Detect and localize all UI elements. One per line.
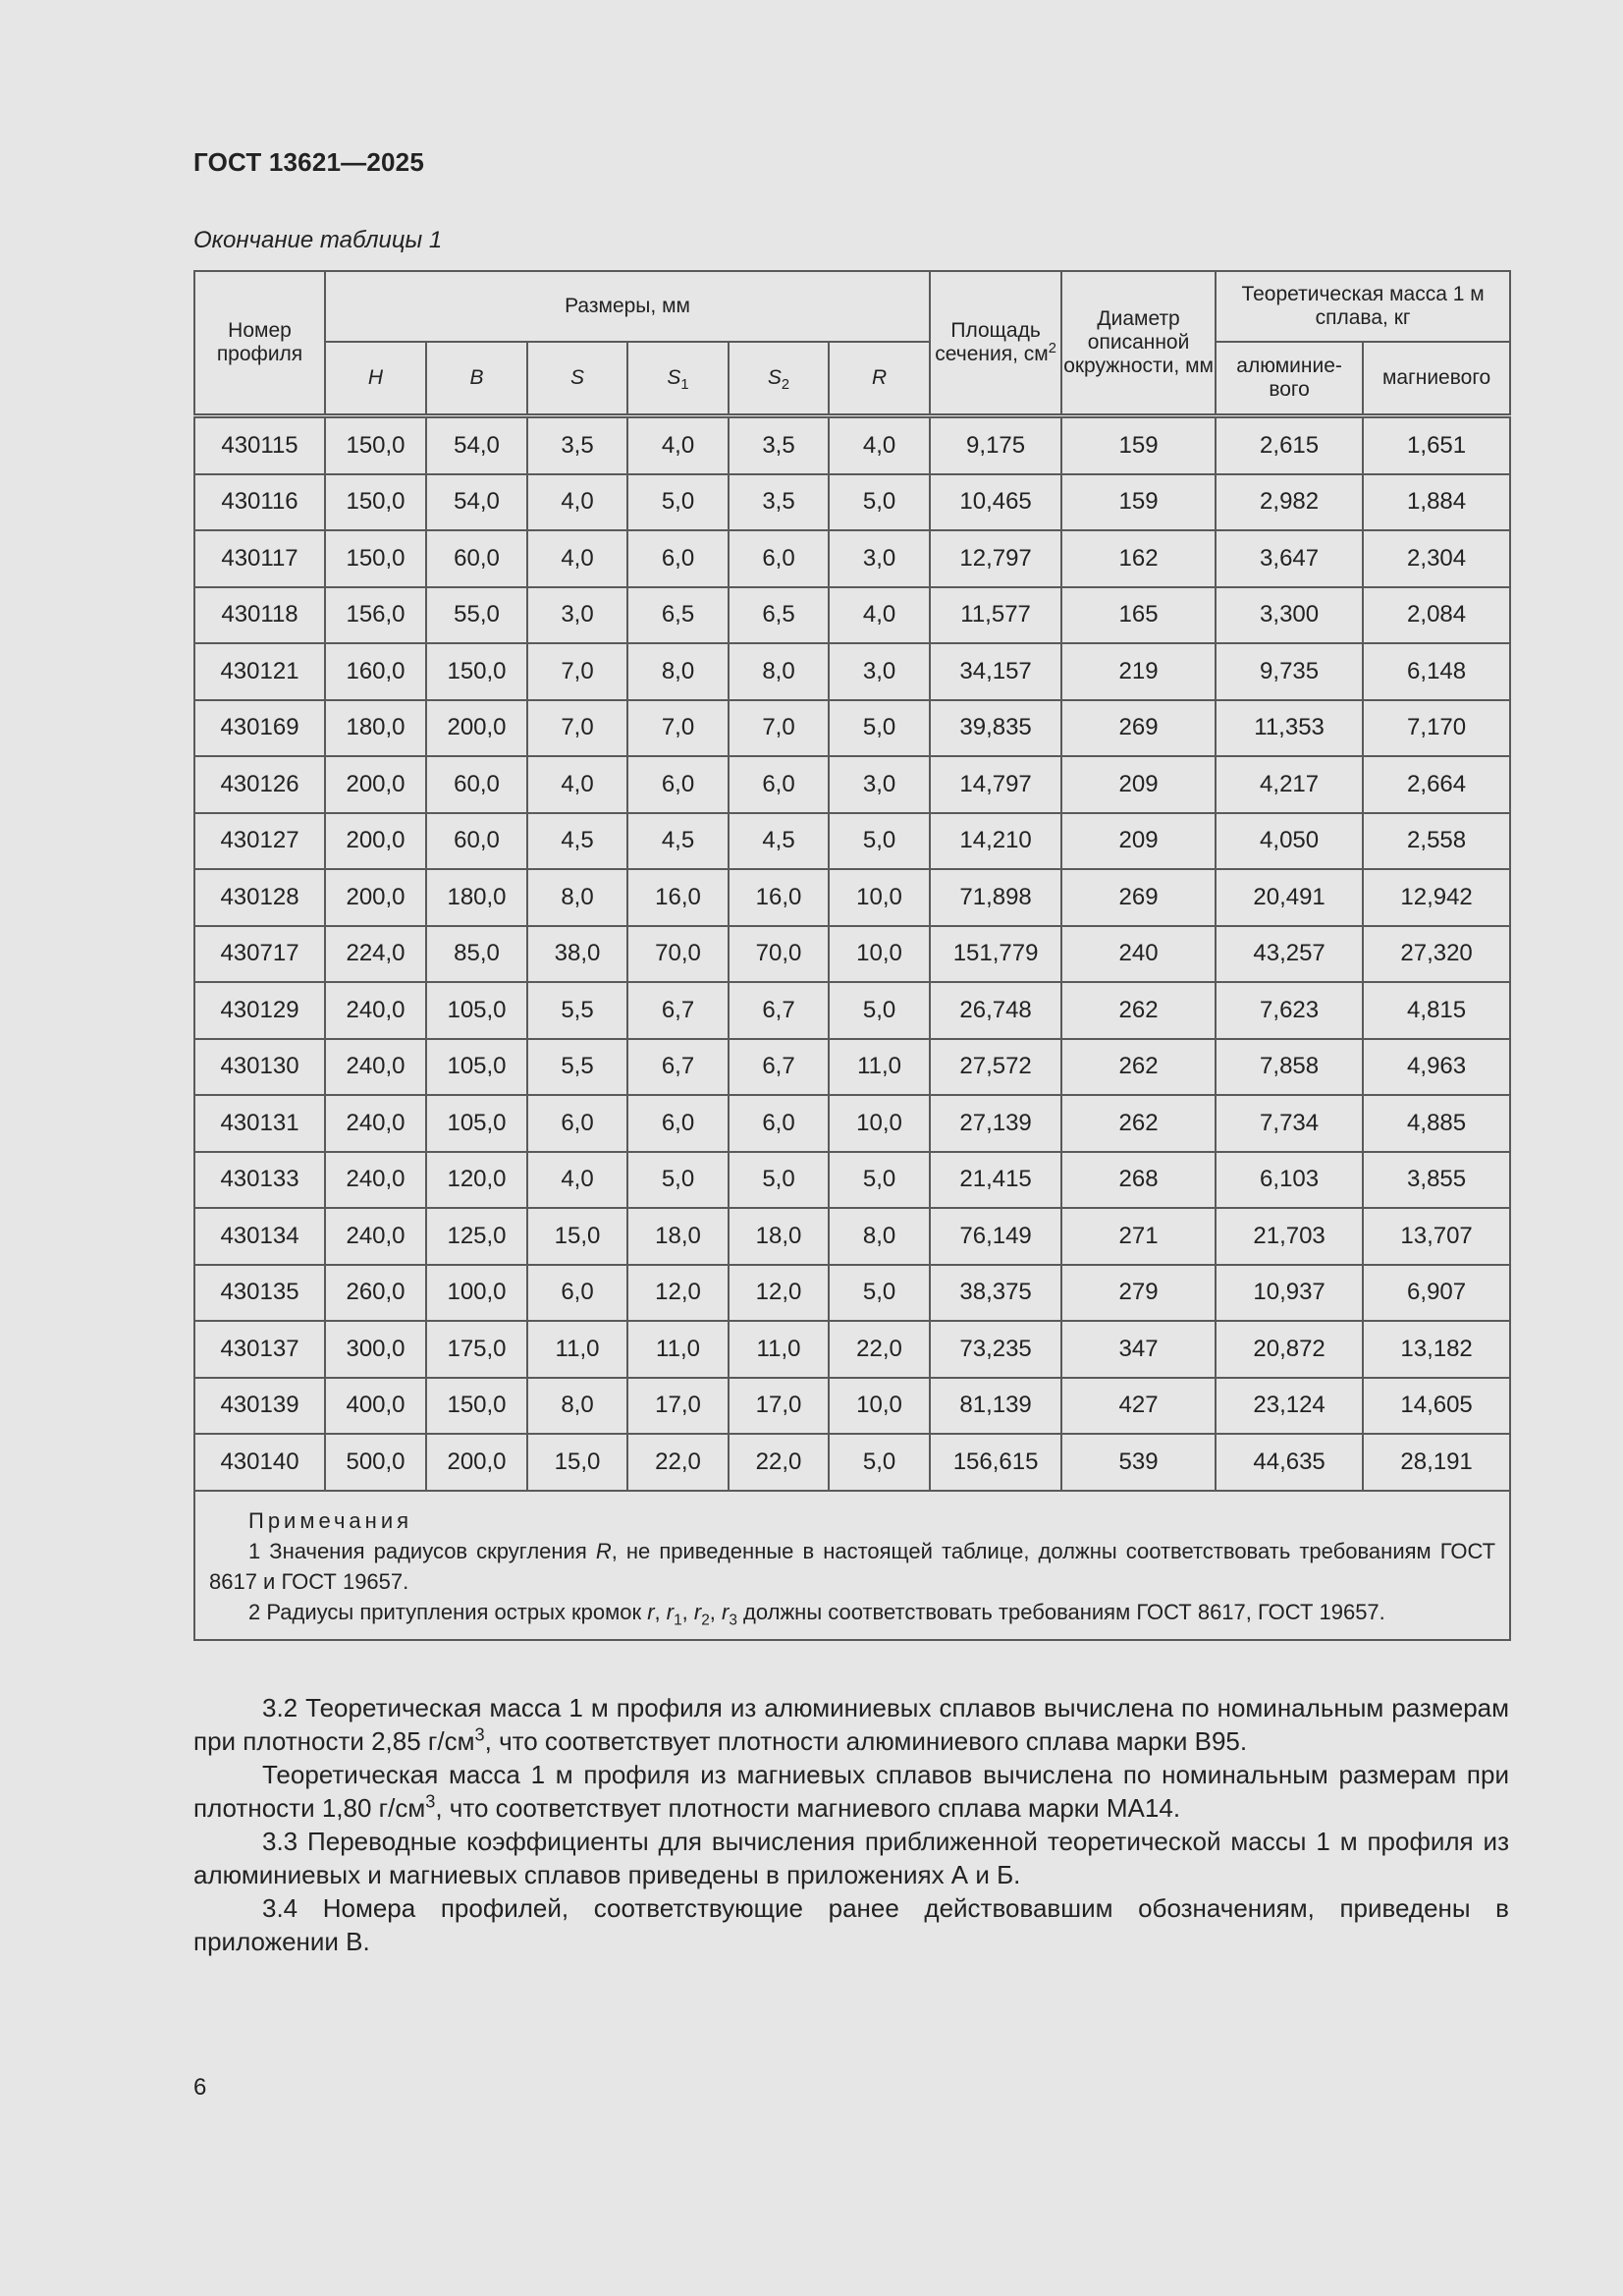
table-cell: 10,0 <box>829 1378 930 1435</box>
table-cell: 240,0 <box>325 1039 426 1096</box>
table-cell: 21,415 <box>930 1152 1061 1209</box>
table-cell: 6,0 <box>527 1265 627 1322</box>
table-cell: 240 <box>1061 926 1216 983</box>
table-cell: 4,5 <box>627 813 729 870</box>
table-cell: 5,0 <box>829 1265 930 1322</box>
table-cell: 150,0 <box>325 416 426 474</box>
table-cell: 2,304 <box>1363 530 1510 587</box>
table-cell: 2,558 <box>1363 813 1510 870</box>
table-cell: 224,0 <box>325 926 426 983</box>
table-cell: 13,182 <box>1363 1321 1510 1378</box>
table-cell: 430128 <box>194 869 325 926</box>
table-cell: 18,0 <box>627 1208 729 1265</box>
profiles-table <box>193 270 1511 1641</box>
table-cell: 6,5 <box>729 587 829 644</box>
header-mass: Теоретическая масса 1 м сплава, кг <box>1216 271 1510 342</box>
table-cell: 4,0 <box>829 587 930 644</box>
table-cell: 430137 <box>194 1321 325 1378</box>
table-cell: 10,937 <box>1216 1265 1363 1322</box>
header-R: R <box>829 342 930 416</box>
table-cell: 430131 <box>194 1095 325 1152</box>
table-cell: 27,572 <box>930 1039 1061 1096</box>
table-row <box>194 474 1510 531</box>
table-cell: 10,465 <box>930 474 1061 531</box>
table-cell: 3,0 <box>829 756 930 813</box>
table-cell: 7,0 <box>527 643 627 700</box>
table-cell: 200,0 <box>325 869 426 926</box>
table-cell: 6,7 <box>627 982 729 1039</box>
table-cell: 2,982 <box>1216 474 1363 531</box>
table-cell: 2,615 <box>1216 416 1363 474</box>
table-cell: 8,0 <box>829 1208 930 1265</box>
table-cell: 3,0 <box>829 530 930 587</box>
table-cell: 430717 <box>194 926 325 983</box>
header-S1: $S_1$ <box>627 342 729 416</box>
table-cell: 2,084 <box>1363 587 1510 644</box>
table-cell: 10,0 <box>829 926 930 983</box>
table-cell: 430121 <box>194 643 325 700</box>
table-cell: 7,0 <box>627 700 729 757</box>
table-cell: 7,170 <box>1363 700 1510 757</box>
table-cell: 300,0 <box>325 1321 426 1378</box>
table-cell: 430169 <box>194 700 325 757</box>
table-cell: 5,0 <box>627 1152 729 1209</box>
table-row <box>194 1152 1510 1209</box>
table-cell: 1,884 <box>1363 474 1510 531</box>
table-cell: 5,0 <box>627 474 729 531</box>
table-cell: 430134 <box>194 1208 325 1265</box>
table-cell: 105,0 <box>426 982 527 1039</box>
table-cell: 3,0 <box>829 643 930 700</box>
table-cell: 7,734 <box>1216 1095 1363 1152</box>
table-cell: 39,835 <box>930 700 1061 757</box>
table-cell: 43,257 <box>1216 926 1363 983</box>
table-cell: 156,615 <box>930 1434 1061 1491</box>
table-cell: 8,0 <box>527 869 627 926</box>
table-cell: 3,300 <box>1216 587 1363 644</box>
table-row <box>194 700 1510 757</box>
table-cell: 4,963 <box>1363 1039 1510 1096</box>
paragraph-magnesium-mass: Теоретическая масса 1 м профиля из магниевых сплавов вычислена по номинальным размерам при плотности 1,80 $г/см^3$, что соответствует плотности магниевого сплава марки МА14. <box>193 1760 1509 1823</box>
table-cell: 22,0 <box>627 1434 729 1491</box>
paragraph-3-4: 3.4 Номера профилей, соответствующие ранее действовавшим обозначениям, приведены в приложении В. <box>193 1893 1509 1956</box>
table-cell: 16,0 <box>729 869 829 926</box>
page-number: 6 <box>193 2074 207 2101</box>
table-cell: 260,0 <box>325 1265 426 1322</box>
table-cell: 105,0 <box>426 1039 527 1096</box>
table-cell: 200,0 <box>325 813 426 870</box>
table-cell: 6,0 <box>627 756 729 813</box>
table-row <box>194 869 1510 926</box>
table-cell: 3,855 <box>1363 1152 1510 1209</box>
table-row <box>194 1265 1510 1322</box>
header-H: H <box>325 342 426 416</box>
table-cell: 159 <box>1061 474 1216 531</box>
table-cell: 4,0 <box>527 474 627 531</box>
table-cell: 6,0 <box>627 1095 729 1152</box>
table-cell: 27,320 <box>1363 926 1510 983</box>
table-cell: 279 <box>1061 1265 1216 1322</box>
table-cell: 160,0 <box>325 643 426 700</box>
table-cell: 27,139 <box>930 1095 1061 1152</box>
table-cell: 156,0 <box>325 587 426 644</box>
table-cell: 4,885 <box>1363 1095 1510 1152</box>
table-cell: 175,0 <box>426 1321 527 1378</box>
table-row <box>194 643 1510 700</box>
table-cell: 28,191 <box>1363 1434 1510 1491</box>
header-dimensions: Размеры, мм <box>325 271 930 342</box>
table-cell: 15,0 <box>527 1208 627 1265</box>
table-cell: 159 <box>1061 416 1216 474</box>
table-row <box>194 1095 1510 1152</box>
table-cell: 60,0 <box>426 756 527 813</box>
table-cell: 9,735 <box>1216 643 1363 700</box>
table-cell: 4,217 <box>1216 756 1363 813</box>
table-cell: 6,0 <box>729 756 829 813</box>
table-cell: 4,0 <box>527 756 627 813</box>
table-cell: 262 <box>1061 1039 1216 1096</box>
table-cell: 125,0 <box>426 1208 527 1265</box>
notes-title: Примечания <box>248 1507 413 1533</box>
table-caption: Окончание таблицы 1 <box>193 227 443 253</box>
header-area: Площадь сечения, $см^2$ <box>930 271 1061 416</box>
table-cell: 5,5 <box>527 982 627 1039</box>
table-cell: 10,0 <box>829 869 930 926</box>
table-cell: 21,703 <box>1216 1208 1363 1265</box>
paragraph-3-3: 3.3 Переводные коэффициенты для вычисления приближенной теоретической массы 1 м профиля из алюминиевых и магниевых сплавов приведены в приложениях А и Б. <box>193 1827 1509 1889</box>
table-cell: 60,0 <box>426 530 527 587</box>
table-cell: 150,0 <box>426 1378 527 1435</box>
table-cell: 430129 <box>194 982 325 1039</box>
table-cell: 430140 <box>194 1434 325 1491</box>
table-cell: 430115 <box>194 416 325 474</box>
table-cell: 44,635 <box>1216 1434 1363 1491</box>
table-cell: 4,815 <box>1363 982 1510 1039</box>
table-cell: 70,0 <box>627 926 729 983</box>
table-cell: 240,0 <box>325 1208 426 1265</box>
table-cell: 38,375 <box>930 1265 1061 1322</box>
table-cell: 162 <box>1061 530 1216 587</box>
table-cell: 200,0 <box>426 1434 527 1491</box>
table-cell: 100,0 <box>426 1265 527 1322</box>
table-cell: 3,5 <box>729 474 829 531</box>
note-2: 2 Радиусы притупления острых кромок r, $r_1$, $r_2$, $r_3$ должны соответствовать требованиям ГОСТ 8617, ГОСТ 19657. <box>248 1599 1385 1628</box>
document-title: ГОСТ 13621—2025 <box>193 147 424 177</box>
table-cell: 180,0 <box>426 869 527 926</box>
header-S2: $S_2$ <box>729 342 829 416</box>
table-cell: 105,0 <box>426 1095 527 1152</box>
table-cell: 6,907 <box>1363 1265 1510 1322</box>
table-cell: 430133 <box>194 1152 325 1209</box>
table-cell: 209 <box>1061 813 1216 870</box>
table-cell: 11,0 <box>729 1321 829 1378</box>
table-cell: 7,623 <box>1216 982 1363 1039</box>
table-cell: 5,0 <box>829 474 930 531</box>
table-cell: 11,353 <box>1216 700 1363 757</box>
table-cell: 6,7 <box>729 1039 829 1096</box>
table-cell: 430127 <box>194 813 325 870</box>
table-cell: 6,148 <box>1363 643 1510 700</box>
table-cell: 12,797 <box>930 530 1061 587</box>
header-profile-number: Номер профиля <box>194 271 325 416</box>
paragraph-3-2: 3.2 Теоретическая масса 1 м профиля из алюминиевых сплавов вычислена по номинальным размерам при плотности 2,85 $г/см^3$, что соответствует плотности алюминиевого сплава марки В95. <box>193 1693 1509 1756</box>
table-cell: 5,0 <box>829 982 930 1039</box>
table-cell: 209 <box>1061 756 1216 813</box>
table-cell: 4,5 <box>527 813 627 870</box>
table-cell: 71,898 <box>930 869 1061 926</box>
table-cell: 4,0 <box>627 416 729 474</box>
table-cell: 14,797 <box>930 756 1061 813</box>
table-cell: 20,491 <box>1216 869 1363 926</box>
table-cell: 54,0 <box>426 416 527 474</box>
table-row <box>194 1378 1510 1435</box>
table-cell: 150,0 <box>325 474 426 531</box>
table-cell: 5,0 <box>829 1434 930 1491</box>
body-text <box>193 1691 1509 1958</box>
table-cell: 14,210 <box>930 813 1061 870</box>
table-cell: 11,0 <box>527 1321 627 1378</box>
table-row <box>194 587 1510 644</box>
table-row <box>194 982 1510 1039</box>
header-mass-magnesium: магниевого <box>1363 342 1510 416</box>
table-cell: 73,235 <box>930 1321 1061 1378</box>
table-cell: 240,0 <box>325 1152 426 1209</box>
table-cell: 268 <box>1061 1152 1216 1209</box>
table-cell: 12,0 <box>729 1265 829 1322</box>
table-cell: 6,7 <box>627 1039 729 1096</box>
table-cell: 430130 <box>194 1039 325 1096</box>
table-cell: 165 <box>1061 587 1216 644</box>
table-cell: 427 <box>1061 1378 1216 1435</box>
header-S: S <box>527 342 627 416</box>
table-cell: 151,779 <box>930 926 1061 983</box>
header-diameter: Диаметр описанной окружности, мм <box>1061 271 1216 416</box>
table-cell: 20,872 <box>1216 1321 1363 1378</box>
table-cell: 14,605 <box>1363 1378 1510 1435</box>
table-cell: 6,5 <box>627 587 729 644</box>
table-cell: 2,664 <box>1363 756 1510 813</box>
table-notes <box>194 1491 1510 1640</box>
table-cell: 81,139 <box>930 1378 1061 1435</box>
table-cell: 12,942 <box>1363 869 1510 926</box>
table-cell: 262 <box>1061 982 1216 1039</box>
table-row <box>194 530 1510 587</box>
table-cell: 18,0 <box>729 1208 829 1265</box>
table-cell: 3,5 <box>527 416 627 474</box>
table-row <box>194 1039 1510 1096</box>
table-cell: 11,0 <box>829 1039 930 1096</box>
table-cell: 4,0 <box>527 1152 627 1209</box>
table-cell: 430126 <box>194 756 325 813</box>
table-cell: 180,0 <box>325 700 426 757</box>
note-1: 1 Значения радиусов скругления R, не приведенные в настоящей таблице, должны соответствовать требованиям ГОСТ 8617 и ГОСТ 19657. <box>209 1538 1496 1594</box>
table-cell: 34,157 <box>930 643 1061 700</box>
table-cell: 240,0 <box>325 982 426 1039</box>
table-cell: 3,647 <box>1216 530 1363 587</box>
table-cell: 4,050 <box>1216 813 1363 870</box>
table-cell: 15,0 <box>527 1434 627 1491</box>
table-cell: 4,5 <box>729 813 829 870</box>
table-row <box>194 1208 1510 1265</box>
table-cell: 500,0 <box>325 1434 426 1491</box>
table-cell: 70,0 <box>729 926 829 983</box>
table-cell: 54,0 <box>426 474 527 531</box>
notes-row <box>194 1491 1510 1640</box>
table-cell: 5,0 <box>829 700 930 757</box>
table-cell: 430135 <box>194 1265 325 1322</box>
table-cell: 1,651 <box>1363 416 1510 474</box>
table-body <box>194 416 1510 1491</box>
table-cell: 347 <box>1061 1321 1216 1378</box>
table-cell: 5,0 <box>729 1152 829 1209</box>
table-row <box>194 813 1510 870</box>
table-cell: 6,103 <box>1216 1152 1363 1209</box>
table-cell: 5,0 <box>829 1152 930 1209</box>
table-cell: 120,0 <box>426 1152 527 1209</box>
table-cell: 4,0 <box>527 530 627 587</box>
table-cell: 400,0 <box>325 1378 426 1435</box>
table-cell: 262 <box>1061 1095 1216 1152</box>
table-cell: 219 <box>1061 643 1216 700</box>
table-cell: 269 <box>1061 869 1216 926</box>
table-cell: 5,0 <box>829 813 930 870</box>
table-cell: 269 <box>1061 700 1216 757</box>
table-cell: 38,0 <box>527 926 627 983</box>
table-cell: 150,0 <box>325 530 426 587</box>
table-cell: 3,5 <box>729 416 829 474</box>
table-cell: 200,0 <box>325 756 426 813</box>
table-cell: 430139 <box>194 1378 325 1435</box>
table-cell: 7,0 <box>527 700 627 757</box>
table-cell: 85,0 <box>426 926 527 983</box>
table-cell: 271 <box>1061 1208 1216 1265</box>
table-cell: 11,577 <box>930 587 1061 644</box>
table-cell: 6,0 <box>729 530 829 587</box>
table-row <box>194 1321 1510 1378</box>
table-cell: 10,0 <box>829 1095 930 1152</box>
table-cell: 150,0 <box>426 643 527 700</box>
table-cell: 12,0 <box>627 1265 729 1322</box>
table-cell: 22,0 <box>729 1434 829 1491</box>
header-mass-aluminium: алюминие-вого <box>1216 342 1363 416</box>
table-cell: 3,0 <box>527 587 627 644</box>
table-cell: 5,5 <box>527 1039 627 1096</box>
table-row <box>194 1434 1510 1491</box>
table-cell: 23,124 <box>1216 1378 1363 1435</box>
table-row <box>194 416 1510 474</box>
table-cell: 17,0 <box>729 1378 829 1435</box>
table-cell: 430116 <box>194 474 325 531</box>
table-row <box>194 756 1510 813</box>
table-cell: 13,707 <box>1363 1208 1510 1265</box>
table-cell: 6,7 <box>729 982 829 1039</box>
table-cell: 26,748 <box>930 982 1061 1039</box>
table-cell: 8,0 <box>527 1378 627 1435</box>
table-cell: 76,149 <box>930 1208 1061 1265</box>
header-B: B <box>426 342 527 416</box>
table-cell: 6,0 <box>627 530 729 587</box>
table-cell: 6,0 <box>729 1095 829 1152</box>
table-cell: 22,0 <box>829 1321 930 1378</box>
table-cell: 240,0 <box>325 1095 426 1152</box>
table-cell: 7,0 <box>729 700 829 757</box>
table-cell: 16,0 <box>627 869 729 926</box>
table-cell: 60,0 <box>426 813 527 870</box>
table-cell: 6,0 <box>527 1095 627 1152</box>
table-cell: 430118 <box>194 587 325 644</box>
table-cell: 539 <box>1061 1434 1216 1491</box>
table-cell: 8,0 <box>627 643 729 700</box>
table-cell: 200,0 <box>426 700 527 757</box>
table-cell: 55,0 <box>426 587 527 644</box>
table-cell: 8,0 <box>729 643 829 700</box>
table-cell: 430117 <box>194 530 325 587</box>
table-cell: 11,0 <box>627 1321 729 1378</box>
table-cell: 7,858 <box>1216 1039 1363 1096</box>
table-cell: 17,0 <box>627 1378 729 1435</box>
table-row <box>194 926 1510 983</box>
table-cell: 9,175 <box>930 416 1061 474</box>
table-cell: 4,0 <box>829 416 930 474</box>
